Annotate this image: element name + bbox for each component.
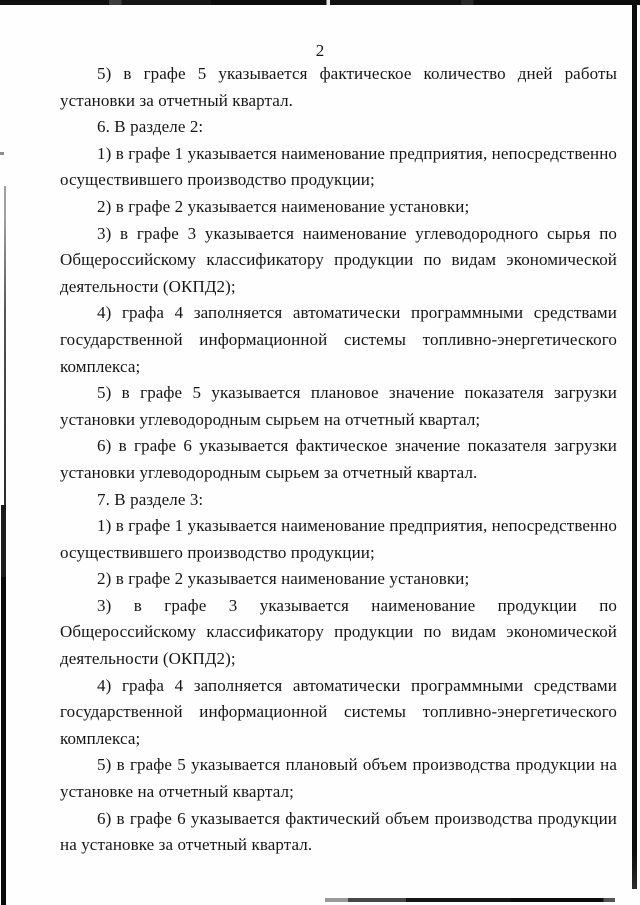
heading-section-3: 7. В разделе 3: <box>97 489 204 509</box>
scan-artifact-bottom-edge <box>325 898 615 902</box>
paragraph-item-3-section3: 3) в графе 3 указывается наименование продукции по Общероссийскому классификатору продукции по видам экономической деятельности (ОКПД2); <box>60 595 617 669</box>
paragraph-item-1-section3: 1) в графе 1 указывается наименование предприятия, непосредственно осуществившего производство продукции; <box>60 516 617 562</box>
scan-artifact-right-edge <box>632 0 637 889</box>
heading-section-2: 6. В разделе 2: <box>97 117 204 137</box>
scan-artifact-left-edge-thin <box>4 186 6 506</box>
paragraph-item-2-section2: 2) в графе 2 указывается наименование установки; <box>97 196 470 216</box>
paragraph-item-6-section2: 6) в графе 6 указывается фактическое значение показателя загрузки установки углеводородным сырьем за отчетный квартал. <box>60 436 617 482</box>
paragraph-item-5-section3: 5) в графе 5 указывается плановый объем производства продукции на установке на отчетный квартал; <box>60 755 617 802</box>
paragraph-item-4-section3: 4) графа 4 заполняется автоматически программными средствами государственной информационной системы топливно-энергетического комплекса; <box>60 675 617 748</box>
page-number: 2 <box>315 41 325 60</box>
paragraph-item-1-section2: 1) в графе 1 указывается наименование предприятия, непосредственно осуществившего производство продукции; <box>60 143 617 190</box>
scan-artifact-left-edge-thick <box>1 505 6 905</box>
paragraph-item-2-section3: 2) в графе 2 указывается наименование установки; <box>97 569 470 589</box>
document-body <box>60 61 617 859</box>
scan-artifact-top-edge <box>0 0 640 5</box>
paragraph-item-5-section2: 5) в графе 5 указывается плановое значение показателя загрузки установки углеводородным сырьем на отчетный квартал; <box>60 383 617 429</box>
paragraph-item-6-section3: 6) в графе 6 указывается фактический объем производства продукции на установке за отчетный квартал. <box>60 808 617 855</box>
paragraph-item-3-section2: 3) в графе 3 указывается наименование углеводородного сырья по Общероссийскому классификатору продукции по видам экономической деятельности (ОКПД2); <box>60 223 617 296</box>
scan-artifact-speck <box>0 152 4 155</box>
paragraph-item-5-section1: 5) в графе 5 указывается фактическое количество дней работы установки за отчетный квартал. <box>60 64 617 110</box>
paragraph-item-4-section2: 4) графа 4 заполняется автоматически программными средствами государственной информационной системы топливно-энергетического комплекса; <box>60 303 617 376</box>
